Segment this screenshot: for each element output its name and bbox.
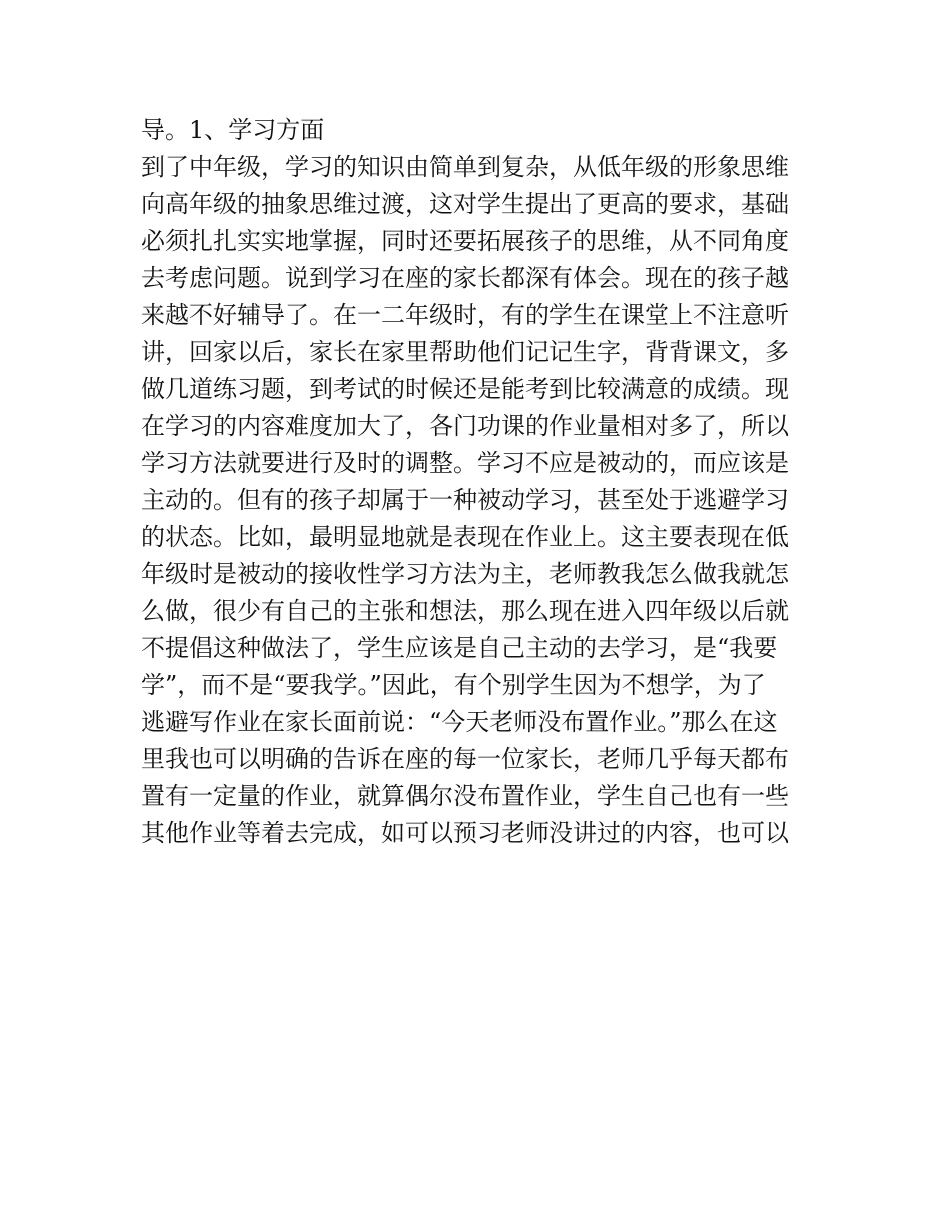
body-line-5: 来越不好辅导了。在一二年级时，有的学生在课堂上不注意听 xyxy=(141,301,789,329)
body-line-13: 么做，很少有自己的主张和想法，那么现在进入四年级以后就 xyxy=(141,597,789,625)
body-line-4: 去考虑问题。说到学习在座的家长都深有体会。现在的孩子越 xyxy=(141,264,789,292)
body-line-11: 的状态。比如，最明显地就是表现在作业上。这主要表现在低 xyxy=(141,523,789,551)
body-line-9: 学习方法就要进行及时的调整。学习不应是被动的，而应该是 xyxy=(141,449,789,477)
body-line-2: 向高年级的抽象思维过渡，这对学生提出了更高的要求，基础 xyxy=(141,190,789,218)
section-heading-line: 导。1、学习方面 xyxy=(141,116,325,144)
body-line-7: 做几道练习题，到考试的时候还是能考到比较满意的成绩。现 xyxy=(141,375,789,403)
body-line-8: 在学习的内容难度加大了，各门功课的作业量相对多了，所以 xyxy=(141,412,789,440)
body-line-19: 其他作业等着去完成，如可以预习老师没讲过的内容，也可以 xyxy=(141,819,789,847)
body-line-12: 年级时是被动的接收性学习方法为主，老师教我怎么做我就怎 xyxy=(141,560,789,588)
body-line-1: 到了中年级，学习的知识由简单到复杂，从低年级的形象思维 xyxy=(141,153,789,181)
body-line-10: 主动的。但有的孩子却属于一种被动学习，甚至处于逃避学习 xyxy=(141,486,789,514)
body-line-17: 里我也可以明确的告诉在座的每一位家长，老师几乎每天都布 xyxy=(141,745,789,773)
body-line-15: 学”，而不是“要我学。”因此，有个别学生因为不想学，为了 xyxy=(141,671,766,699)
body-line-18: 置有一定量的作业，就算偶尔没布置作业，学生自己也有一些 xyxy=(141,782,789,810)
body-line-6: 讲，回家以后，家长在家里帮助他们记记生字，背背课文，多 xyxy=(141,338,789,366)
body-line-14: 不提倡这种做法了，学生应该是自己主动的去学习，是“我要 xyxy=(141,634,778,662)
document-body xyxy=(141,112,821,852)
body-line-3: 必须扎扎实实地掌握，同时还要拓展孩子的思维，从不同角度 xyxy=(141,227,789,255)
body-line-16: 逃避写作业在家长面前说：“今天老师没布置作业。”那么在这 xyxy=(141,708,778,736)
